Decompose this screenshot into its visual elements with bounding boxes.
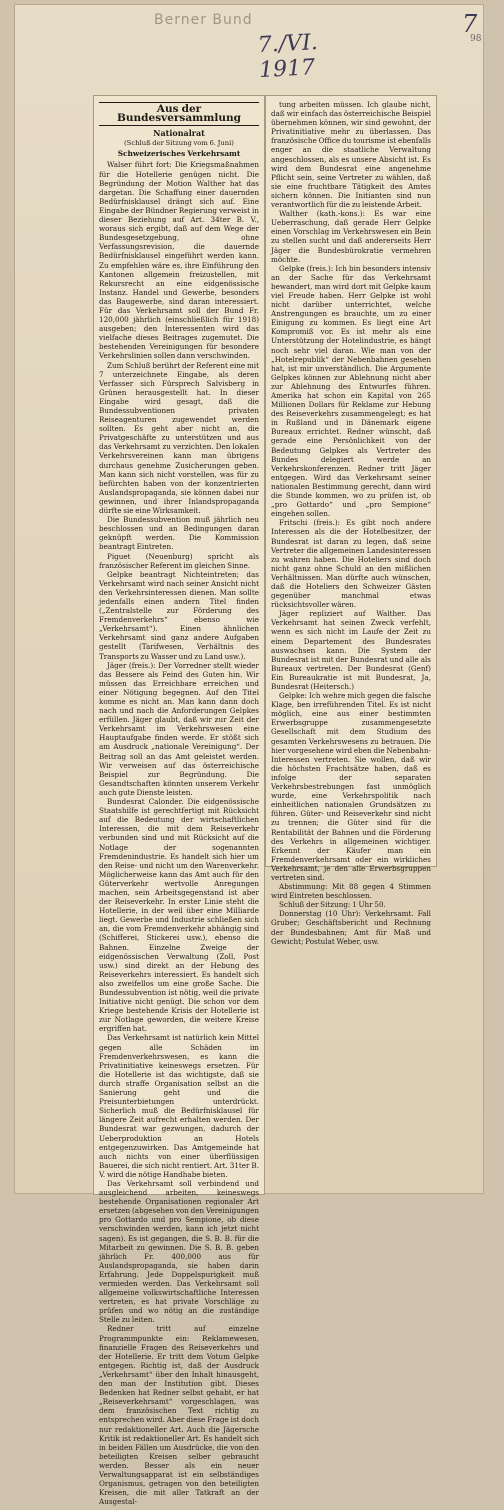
paragraph: Gelpke beantragt Nichteintreten; das Verkehrsamt wird nach seiner Ansicht nicht den Verkehrsinteressen dienen. Man sollte jedenfalls einen andern Titel finden („Zentralstelle zur Förderung des Fremdenverkehrs“ ebenso wie „Verkehrsamt“). Einen ähnlichen Verkehrsamt sind ganz andere Aufgaben gestellt (Tarifwesen, Verhältnis des Transports zu Wasser und zu Land usw.). [99, 569, 259, 661]
paragraph: Das Verkehrsamt ist natürlich kein Mittel gegen alle Schäden im Fremdenverkehrswesen, es kann die Privatinitiative keineswegs ersetzen. Für die Hotellerie ist das wichtigste, daß sie durch straffe Organisation selbst an die Sanierung geht und die Preisunterbietungen unterdrückt. Sicherlich muß die Bedürfnisklausel für längere Zeit aufrecht erhalten werden. Der Bundesrat war gezwungen, dadurch der Ueberproduktion an Hotels entgegenzuwirken. Das Amtgemeinde hat auch nichts von einer überflüssigen Bauerei, die sich nicht rentiert. Art. 31ter B. V. wird die nötige Handhabe bieten. [99, 1033, 259, 1179]
paragraph: Jäger (freis.): Der Vorredner stellt wieder das Bessere als Feind des Guten hin. Wir müssen das Erreichbare erreichen und einer Nötigung begegnen. Auf den Titel komme es nicht an. Man kann dann doch nach und nach die Anforderungen Gelpkes erfüllen. Jäger glaubt, daß wir zur Zeit der Verkehrsamt im Verkehrswesen eine Hauptaufgabe finden werde. Er stößt sich am Ausdruck „nationale Vereinigung“. Der Beitrag soll an das Amt geleistet werden. Wir verweisen auf das österreichische Beispiel zur Begründung. Die Gesandtschaften könnten unserem Verkehr auch gute Dienste leisten. [99, 660, 259, 797]
paragraph: Walther (kath.-kons.): Es war eine Ueberraschung, daß gerade Herr Gelpke einen Vorschlag im Verkehrswesen ein Bein zu stellen sucht und daß andererseits Herr Jäger die Bundesbürokratie vermehren möchte. [271, 209, 431, 264]
paragraph: tung arbeiten müssen. Ich glaube nicht, daß wir einfach das österreichische Beispiel übernehmen können, wir sind gewohnt, der Privatinitiative mehr zu überlassen. Das französische Office du tourisme ist ebenfalls enger an die staatliche Verwaltung angeschlossen, als es unsere Absicht ist. Es wird dem Bundesrat eine angenehme Pflicht sein, seine Vertreter zu wählen, daß sie eine fruchtbare Tätigkeit des Amtes sichern können. Die Initianten sind nun verantwortlich für die zu leistende Arbeit. [271, 100, 431, 210]
paragraph: Donnerstag (10 Uhr): Verkehrsamt. Fall Gruber; Geschäftsbericht und Rechnung der Bundesbahnen; Amt für Maß und Gewicht; Postulat Weber, usw. [271, 909, 431, 946]
paragraph: Bundesrat Calonder. Die eidgenössische Staatshilfe ist gerechtfertigt mit Rücksicht auf die Bedeutung der wirtschaftlichen Interessen, die mit dem Reiseverkehr verbunden sind und mit Rücksicht auf die Notlage der sogenannten Fremdenindustrie. Es handelt sich hier um den Reise- und nicht um den Warenverkehr. Möglicherweise kann das Amt auch für den Güterverkehr wertvolle Anregungen machen, sein Arbeitsgegenstand ist aber der Reiseverkehr. In erster Linie steht die Hotellerie, in der weil über eine Milliarde liegt. Gewerbe und Industrie schließen sich an, die vom Fremdenverkehr abhängig sind (Schifferei, Stickerei usw.), ebenso die Bahnen. Einzelne Zweige der eidgenössischen Verwaltung (Zoll, Post usw.) sind direkt an der Hebung des Reiseverkehrs interessiert. Es handelt sich also zweifellos um eine große Sache. Die Bundessubvention ist nötig, weil die private Initiative nicht genügt. Die schon vor dem Kriege bestehende Krisis der Hotellerie ist zur Notlage geworden, die weitere Kreise ergriffen hat. [99, 797, 259, 1034]
paragraph: Gelpke (freis.): Ich bin besonders intensiv an der Sache für das Verkehrsamt bewandert, man wird dort mit Gelpke kaum viel Freude haben. Herr Gelpke ist wohl nicht darüber unterrichtet, welche Anstrengungen es brauchte, um zu einer Einigung zu kommen. Es liegt eine Art Kompromiß vor. Es ist mehr als eine Unterstützung der Hotelindustrie, es hängt noch sehr viel daran. Wie man von der „Hotelrepublik“ der Nebenbahnen gesehen hat, ist mir unverständlich. Die Argumente Gelpkes können zur Ablehnung nicht aber zur Ablehnung des Entwurfes führen. Amerika hat schon ein Kapital von 265 Millionen Dollars für Reklame zur Hebung des Reiseverkehrs zusammengelegt; es hat in Rußland und in Dänemark eigene Bureaux errichtet. Redner wünscht, daß gerade eine Persönlichkeit von der Bedeutung Gelpkes als Vertreter des Bundes delegiert werde an Verkehrskonferenzen. Redner tritt Jäger entgegen. Wird das Verkehrsamt seiner nationalen Bestimmung gerecht, dann wird die Stunde kommen, wo zu prüfen ist, ob „pro Gottardo“ und „pro Sempione“ eingehen sollen. [271, 263, 431, 519]
handwritten-number: 7 [462, 10, 478, 38]
article-text-left [94, 96, 264, 1510]
paragraph: Zum Schluß berührt der Referent eine mit 7 unterzeichnete Eingabe, als deren Verfasser sich Fürsprech Salvisberg in Grünen herausgestellt hat. In dieser Eingabe wird gesagt, daß die Bundessubventionen privaten Reiseagenturen zugewendet werden sollten. Es geht aber nicht an, die Privatgeschäfte zu unterstützen und aus das Verkehrsamt zu verzichten. Den lokalen Verkehrsvereinen kann man übrigens durchaus genehme Zusicherungen geben. Man kann sich nicht vorstellen, was für zu befürchten haben von der konzentrierten Auslandspropaganda, sie können dabei nur gewinnen, und ihrer Inlandspropaganda dürfte sie eine Wirksamkeit. [99, 360, 259, 516]
stamp-number: 98 [470, 34, 482, 44]
paragraph: Die Bundessubvention muß jährlich neu beschlossen und an Bedingungen daran geknüpft werden. Die Kommission beantragt Eintreten. [99, 515, 259, 552]
paragraph: Abstimmung: Mit 88 gegen 4 Stimmen wird Eintreten beschlossen. [271, 882, 431, 901]
paragraph: Piguet (Neuenburg) spricht als französischer Referent im gleichen Sinne. [99, 551, 259, 570]
paragraph: Jäger repliziert auf Walther. Das Verkehrsamt hat seinen Zweck verfehlt, wenn es sich nicht im Laufe der Zeit zu einem Departement des Bundesrates auswachsen kann. Die System der Bundesrat ist mit der Bundesrat und alle als Bureaux vertreten. Der Bundesrat (Genf) Ein Bureaukratie ist mit Bundesrat, Ja, Bundesrat (Heitersch.) [271, 609, 431, 691]
paragraph: Fritschi (freis.): Es gibt noch andere Interessen als die der Hotelbesitzer, der Bundesrat ist daran zu legen, daß seine Vertreter die allgemeinen Landesinteressen zu wahren haben. Die Hoteliers sind doch nicht ganz ohne Schuld an den mißlichen Verhältnissen. Man dürfte auch wünschen, daß die Hoteliers den Schweizer Gästen gegenüber manchmal etwas rücksichtsvoller wären. [271, 518, 431, 610]
handwritten-date: 7./VI. 1917 [257, 30, 319, 84]
section-title: Schweizerisches Verkehrsamt [117, 149, 241, 159]
paragraph: Redner tritt auf einzelne Programmpunkte ein: Reklamewesen, finanzielle Fragen des Reiseverkehrs und der Hotellerie. Er tritt dem Votum Gelpke entgegen. Richtig ist, daß der Ausdruck „Verkehrsamt“ über den Inhalt hinausgeht, den man der Institution gibt. Dieses Bedenken hat Redner selbst gehabt, er hat „Reiseverkehrsamt“ vorgeschlagen, was dem französischen Text richtig zu entsprechen wird. Aber diese Frage ist doch nur redaktioneller Art. Auch die Jägersche Kritik ist redaktioneller Art. Es handelt sich in beiden Fällen um Ausdrücke, die von den beteiligten Kreisen selber gebraucht werden. Besser als ein neuer Verwaltungsapparat ist ein selbständiges Organismus, getragen von den beteiligten Kreisen, die mit aller Tatkraft an der Ausgestal- [99, 1324, 259, 1507]
paragraph: Schluß der Sitzung: 1 Uhr 50. [279, 900, 386, 910]
article-clipping-right [266, 96, 436, 946]
newspaper-sheet [14, 4, 484, 1507]
paragraph: Gelpke: Ich wehre mich gegen die falsche Klage, ben irreführenden Titel. Es ist nicht möglich, eine aus einer bestimmten Erwerbsgruppe zusammengesetzte Gesellschaft mit dem Studium des gesamten Verkehrswesens zu betrauen. Die hier vorgesehene wird eben die Nebenbahn-Interessen vertreten. Sie wollen, daß wir die höchsten Frachtsätze haben, daß es infolge der separaten Verkehrsbestrebungen fast unmöglich wurde, eine Verkehrspolitik nach einheitlichen nationalen Grundsätzen zu führen. Güter- und Reiseverkehr sind nicht zu trennen; die Güter sind für die Rentabilität der Bahnen und die Förderung des Verkehrs in allgemeinen wichtiger. Erkennt der Käufer man ein Fremdenverkehrsamt oder ein wirkliches Verkehrsamt, je den alle Erwerbsgruppen vertreten sind. [271, 691, 431, 882]
article-text-right [266, 96, 436, 950]
masthead-bleedthrough: Berner Bund [154, 12, 253, 28]
session-note: (Schluß der Sitzung vom 6. Juni) [124, 139, 234, 148]
chamber-name: Nationalrat [153, 128, 205, 139]
paragraph: Das Verkehrsamt soll verbindend und ausgleichend arbeiten, keineswegs bestehende Organisationen regionaler Art ersetzen (abgesehen von den Vereinigungen pro Gottardo und pro Sempione, ob diese verschwinden werden, kann ich jetzt nicht sagen). Es ist gegangen, die S. B. B. für die Mitarbeit zu gewinnen. Die S. B. B. geben jährlich Fr. 400,000 aus für Auslandspropaganda, sie haben darin Erfahrung. Jede Doppelspurigkeit muß vermieden werden. Das Verkehrsamt soll allgemeine volkswirtschaftliche Interessen vertreten, es hat private Vorschläge zu prüfen und wo nötig an die zuständige Stelle zu leiten. [99, 1178, 259, 1325]
paragraph: Walser führt fort: Die Kriegsmaßnahmen für die Hotellerie genügen nicht. Die Begründung der Motion Walther hat das dargetan. Die Schaffung einer dauernden Bedürfnisklausel drängt sich auf. Eine Eingabe der Bündner Regierung verweist in dieser Beziehung auf Art. 34ter B. V., woraus sich ergibt, daß auf dem Wege der Bundesgesetzgebung, ohne Verfassungsrevision, die dauernde Bedürfnisklausel eingeführt werden kann. Zu empfehlen wäre es, ihre Einführung den Kantonen allgemein freizustellen, mit Rekursrecht an eine eidgenössische Instanz. Handel und Gewerbe, besonders das Baugewerbe, sind daran interessiert. Für das Verkehrsamt soll der Bund Fr. 120,000 jährlich (einschließlich für 1918) ausgeben; den Interessenten wird das vielfache dieses Beitrages zugemutet. Die bestehenden Vereinigungen für besondere Verkehrslinien sollen dann verschwinden. [99, 160, 259, 361]
article-clipping-left [94, 96, 264, 1507]
article-headline: Aus der Bundesversammlung [99, 102, 259, 126]
